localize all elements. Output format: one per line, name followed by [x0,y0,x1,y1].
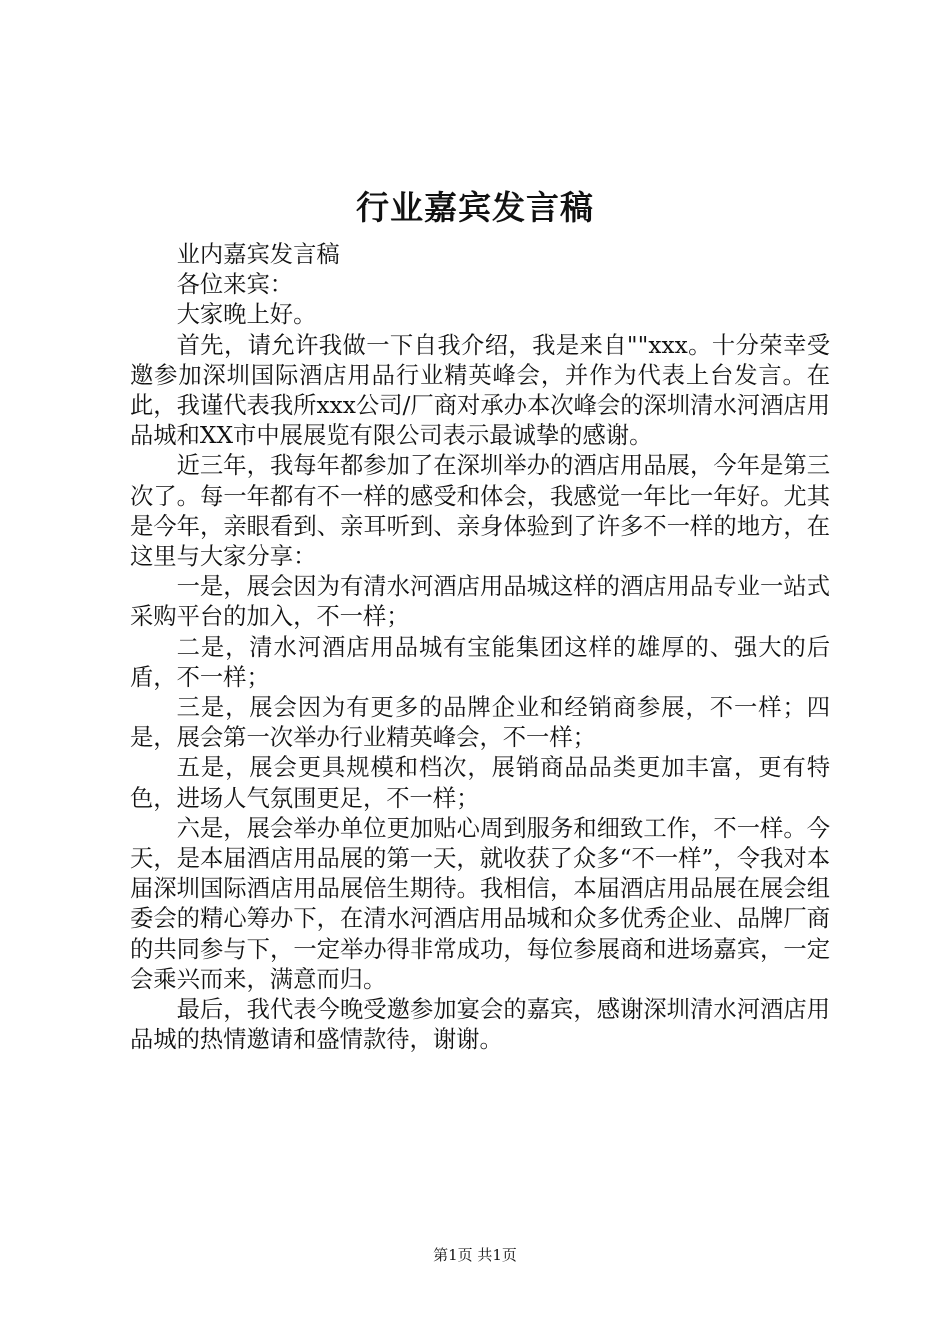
page-footer: 第1页 共1页 [433,1246,517,1264]
paragraph-point-three-four: 三是，展会因为有更多的品牌企业和经销商参展，不一样；四是，展会第一次举办行业精英峰会，不一样； [130,694,830,752]
paragraph-point-six: 六是，展会举办单位更加贴心周到服务和细致工作，不一样。今天，是本届酒店用品展的第一天，就收获了众多“不一样”，令我对本届深圳国际酒店用品展倍生期待。我相信，本届酒店用品展在展会组委会的精心筹办下，在清水河酒店用品城和众多优秀企业、品牌厂商的共同参与下，一定举办得非常成功，每位参展商和进场嘉宾，一定会乘兴而来，满意而归。 [130,814,830,993]
paragraph-closing: 最后，我代表今晚受邀参加宴会的嘉宾，感谢深圳清水河酒店用品城的热情邀请和盛情款待，谢谢。 [130,996,830,1054]
paragraph-introduction: 首先，请允许我做一下自我介绍，我是来自""xxx。十分荣幸受邀参加深圳国际酒店用品行业精英峰会，并作为代表上台发言。在此，我谨代表我所xxx公司/厂商对承办本次峰会的深圳清水河酒店用品城和XX市中展展览有限公司表示最诚挚的感谢。 [130,331,830,450]
paragraph-subtitle: 业内嘉宾发言稿 [176,241,340,268]
document-title: 行业嘉宾发言稿 [356,188,594,227]
paragraph-greeting: 大家晚上好。 [176,301,317,329]
paragraph-point-two: 二是，清水河酒店用品城有宝能集团这样的雄厚的、强大的后盾，不一样； [130,633,830,691]
paragraph-point-five: 五是，展会更具规模和档次，展销商品品类更加丰富，更有特色，进场人气氛围更足，不一样； [130,754,830,812]
paragraph-three-years: 近三年，我每年都参加了在深圳举办的酒店用品展，今年是第三次了。每一年都有不一样的感受和体会，我感觉一年比一年好。尤其是今年，亲眼看到、亲耳听到、亲身体验到了许多不一样的地方，在这里与大家分享： [130,452,830,571]
paragraph-salutation: 各位来宾： [176,271,294,299]
paragraph-point-one: 一是，展会因为有清水河酒店用品城这样的酒店用品专业一站式采购平台的加入，不一样； [130,573,830,631]
document-body [130,240,830,1055]
